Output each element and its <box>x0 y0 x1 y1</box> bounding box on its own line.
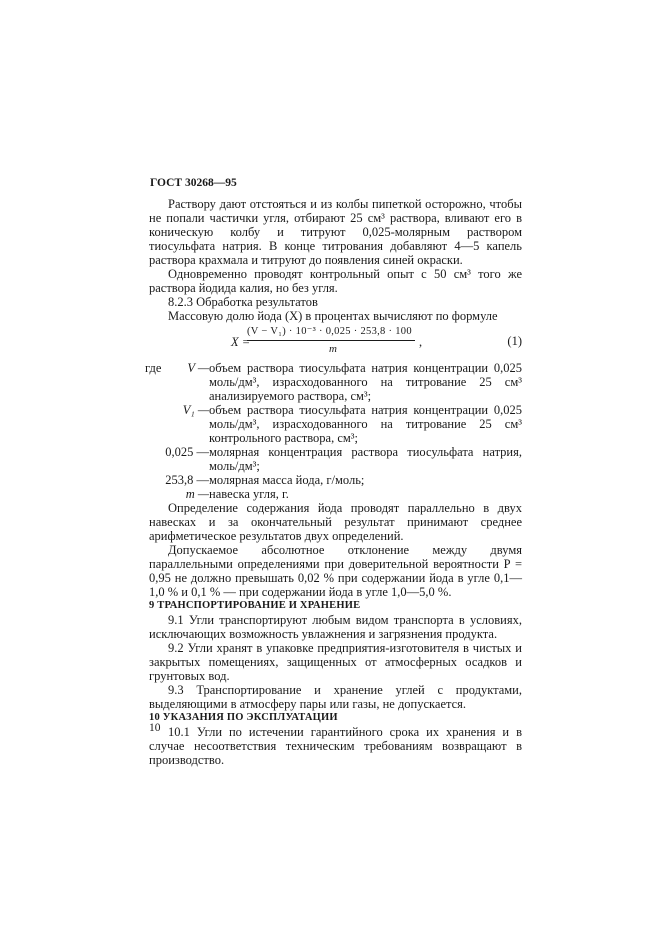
definition-symbol: m — <box>185 487 209 501</box>
paragraph-control-test: Одновременно проводят контрольный опыт с 50 см³ того же раствора йодида калия, но без угля. <box>149 267 522 295</box>
formula-number: (1) <box>507 334 522 348</box>
formula-denominator: m <box>329 343 337 355</box>
formula-numerator: (V − V₁) · 10⁻³ · 0,025 · 253,8 · 100 <box>247 326 412 337</box>
definitions-list <box>145 361 522 501</box>
document-header: ГОСТ 30268—95 <box>150 177 237 189</box>
page-number: 10 <box>149 722 161 734</box>
where-label: где <box>145 361 162 375</box>
definition-item <box>149 403 522 445</box>
formula-intro: Массовую долю йода (X) в процентах вычисляют по формуле <box>168 309 498 323</box>
paragraph-parallel: Определение содержания йода проводят параллельно в двух навесках и за окончательный результат принимают среднее арифметическое результатов двух определений. <box>149 501 522 543</box>
definition-text: объем раствора тиосульфата натрия концентрации 0,025 моль/дм³, израсходованного на титрование 25 см³ контрольного раствора, см³; <box>209 403 522 445</box>
formula-lhs: X = <box>231 335 251 349</box>
definition-text: молярная масса йода, г/моль; <box>209 473 365 487</box>
definition-text: молярная концентрация раствора тиосульфата натрия, моль/дм³; <box>209 445 522 473</box>
formula-block <box>149 325 522 359</box>
subsection-heading: 8.2.3 Обработка результатов <box>168 295 318 309</box>
definition-symbol: 0,025 — <box>165 445 209 459</box>
definition-symbol: V — <box>187 361 209 375</box>
definition-symbol: 253,8 — <box>165 473 209 487</box>
paragraph-9-1: 9.1 Угли транспортируют любым видом транспорта в условиях, исключающих возможность увлажнения и загрязнения продукта. <box>149 613 522 641</box>
section-9-title: 9 ТРАНСПОРТИРОВАНИЕ И ХРАНЕНИЕ <box>149 600 361 611</box>
paragraph-deviation: Допускаемое абсолютное отклонение между двумя параллельными определениями при доверительной вероятности P = 0,95 не должно превышать 0,02 % при содержании йода в угле 0,1—1,0 % и 0,1 % — при содержании йода в угле 1,0—5,0 %. <box>149 543 522 599</box>
formula-fraction-bar <box>247 340 415 341</box>
paragraph-10-1: 10.1 Угли по истечении гарантийного срока их хранения и в случае несоответствия техническим требованиям возвращают в производство. <box>149 725 522 767</box>
definition-item <box>149 445 522 473</box>
definition-text: навеска угля, г. <box>209 487 289 501</box>
definition-text: объем раствора тиосульфата натрия концентрации 0,025 моль/дм³, израсходованного на титрование 25 см³ анализируемого раствора, см³; <box>209 361 522 403</box>
definition-symbol: V₁ — <box>182 403 209 417</box>
paragraph-9-2: 9.2 Угли хранят в упаковке предприятия-изготовителя в чистых и закрытых помещениях, защищенных от атмосферных осадков и грунтовых вод. <box>149 641 522 683</box>
formula-end: , <box>419 335 423 349</box>
definition-item <box>149 473 522 487</box>
paragraph-settle: Раствору дают отстояться и из колбы пипеткой осторожно, чтобы не попали частички угля, отбирают 25 см³ раствора, вливают его в коническую колбу и титруют 0,025-молярным раствором тиосульфата натрия. В конце титрования добавляют 4—5 капель раствора крахмала и титруют до появления синей окраски. <box>149 197 522 267</box>
section-10-title: 10 УКАЗАНИЯ ПО ЭКСПЛУАТАЦИИ <box>149 712 338 723</box>
paragraph-9-3: 9.3 Транспортирование и хранение углей с продуктами, выделяющими в атмосферу пары или газы, не допускается. <box>149 683 522 711</box>
definition-item <box>149 487 522 501</box>
definition-item <box>145 361 522 403</box>
main-text-column <box>145 197 522 767</box>
